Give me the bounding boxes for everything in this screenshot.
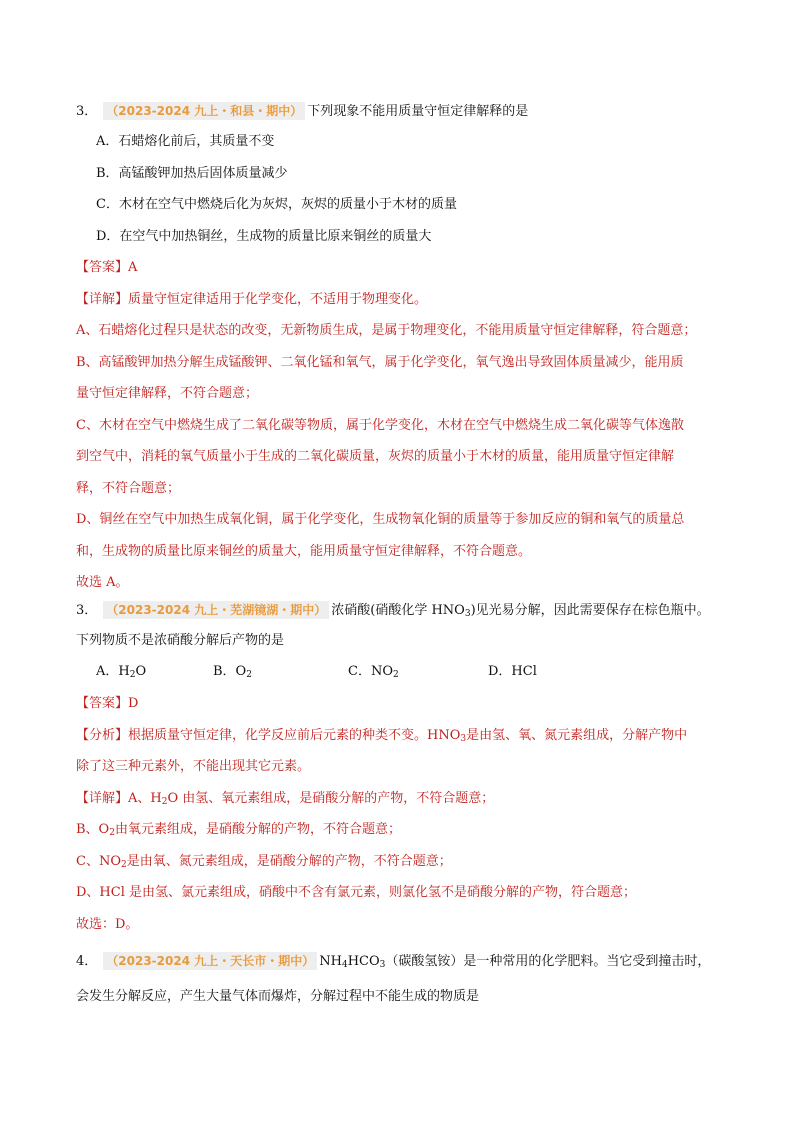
option-b: B．高锰酸钾加热后固体质量减少: [96, 166, 288, 181]
source-tag: （2023-2024 九上・天长市・期中）: [103, 952, 317, 970]
choice-row: [96, 663, 616, 681]
question-number: 3．: [76, 104, 98, 119]
detail-line: C、木材在空气中燃烧生成了二氧化碳等物质，属于化学变化，木材在空气中燃烧生成二氧化碳等气体逸散: [76, 418, 684, 433]
detail-line: 和，生成物的质量比原来铜丝的质量大，能用质量守恒定律解释，不符合题意。: [76, 544, 532, 559]
analysis-line: 除了这三种元素外，不能出现其它元素。: [76, 759, 311, 774]
detail-label: 【详解】: [76, 791, 129, 806]
question-number: 3．: [76, 603, 98, 618]
answer-label: 【答案】: [76, 696, 129, 711]
detail-line: D、HCl 是由氢、氯元素组成，硝酸中不含有氯元素，则氯化氢不是硝酸分解的产物，符合题意；: [76, 885, 636, 900]
source-tag: （2023-2024 九上・芜湖镜湖・期中）: [103, 601, 329, 619]
detail-line: B、$O_2$由氧元素组成，是硝酸分解的产物，不符合题意；: [76, 822, 401, 838]
detail-line: 到空气中，消耗的氧气质量小于生成的二氧化碳质量，灰烬的质量小于木材的质量，能用质量守恒定律解: [76, 449, 675, 464]
answer-label: 【答案】: [76, 260, 129, 275]
analysis-line: 【分析】根据质量守恒定律，化学反应前后元素的种类不变。$HNO_3$是由氢、氧、氮元素组成，分解产物中: [76, 728, 688, 744]
choice-a: A．$H_2O$: [96, 664, 147, 680]
question-number: 4．: [76, 954, 98, 969]
detail-line: 量守恒定律解释，不符合题意；: [76, 386, 259, 401]
question-4-stem: 4． （2023-2024 九上・天长市・期中） $NH_4HCO_3$（碳酸氢铵）是一种常用的化学肥料。当它受到撞击时，: [76, 954, 711, 970]
question-3b-stem-line2: 下列物质不是浓硝酸分解后产物的是: [76, 633, 285, 648]
conclusion: 故选：D。: [76, 917, 139, 932]
analysis-label: 【分析】: [76, 728, 129, 743]
conclusion: 故选 A。: [76, 575, 129, 590]
answer-value: A: [128, 260, 138, 275]
option-c: C．木材在空气中燃烧后化为灰烬，灰烬的质量小于木材的质量: [96, 197, 457, 212]
question-3a-stem: [76, 102, 528, 121]
detail-line: 释，不符合题意；: [76, 481, 181, 496]
source-tag: （2023-2024 九上・和县・期中）: [103, 102, 305, 120]
detail-label: 【详解】: [76, 292, 129, 307]
answer: [76, 259, 137, 277]
detail-line: C、$NO_2$是由氧、氮元素组成，是硝酸分解的产物，不符合题意；: [76, 854, 452, 870]
detail-line: A、石蜡熔化过程只是状态的改变，无新物质生成，是属于物理变化，不能用质量守恒定律解释，符合题意；: [76, 323, 697, 338]
question-4-stem-line2: 会发生分解反应，产生大量气体而爆炸，分解过程中不能生成的物质是: [76, 989, 480, 1004]
option-d: D．在空气中加热铜丝，生成物的质量比原来铜丝的质量大: [96, 229, 432, 244]
choice-b: B．$O_2$: [213, 664, 252, 680]
answer: [76, 695, 138, 713]
answer-value: D: [128, 696, 139, 711]
detail-line: B、高锰酸钾加热分解生成锰酸钾、二氧化锰和氧气，属于化学变化，氧气逸出导致固体质量减少，能用质: [76, 355, 684, 370]
detail-line: D、铜丝在空气中加热生成氧化铜，属于化学变化，生成物氧化铜的质量等于参加反应的铜和氧气的质量总: [76, 512, 685, 527]
detail-intro: 【详解】质量守恒定律适用于化学变化，不适用于物理变化。: [76, 292, 428, 307]
question-3b-stem: 3． （2023-2024 九上・芜湖镜湖・期中） 浓硝酸(硝酸化学 $HNO_3$)见光易分解，因此需要保存在棕色瓶中。: [76, 603, 710, 619]
question-text: 下列现象不能用质量守恒定律解释的是: [307, 104, 529, 119]
option-a: A．石蜡熔化前后，其质量不变: [96, 134, 275, 149]
choice-d: D．HCl: [488, 664, 537, 679]
choice-c: C．$NO_2$: [348, 664, 399, 680]
detail-line: 【详解】A、$H_2O$ 由氢、氧元素组成，是硝酸分解的产物，不符合题意；: [76, 791, 495, 807]
